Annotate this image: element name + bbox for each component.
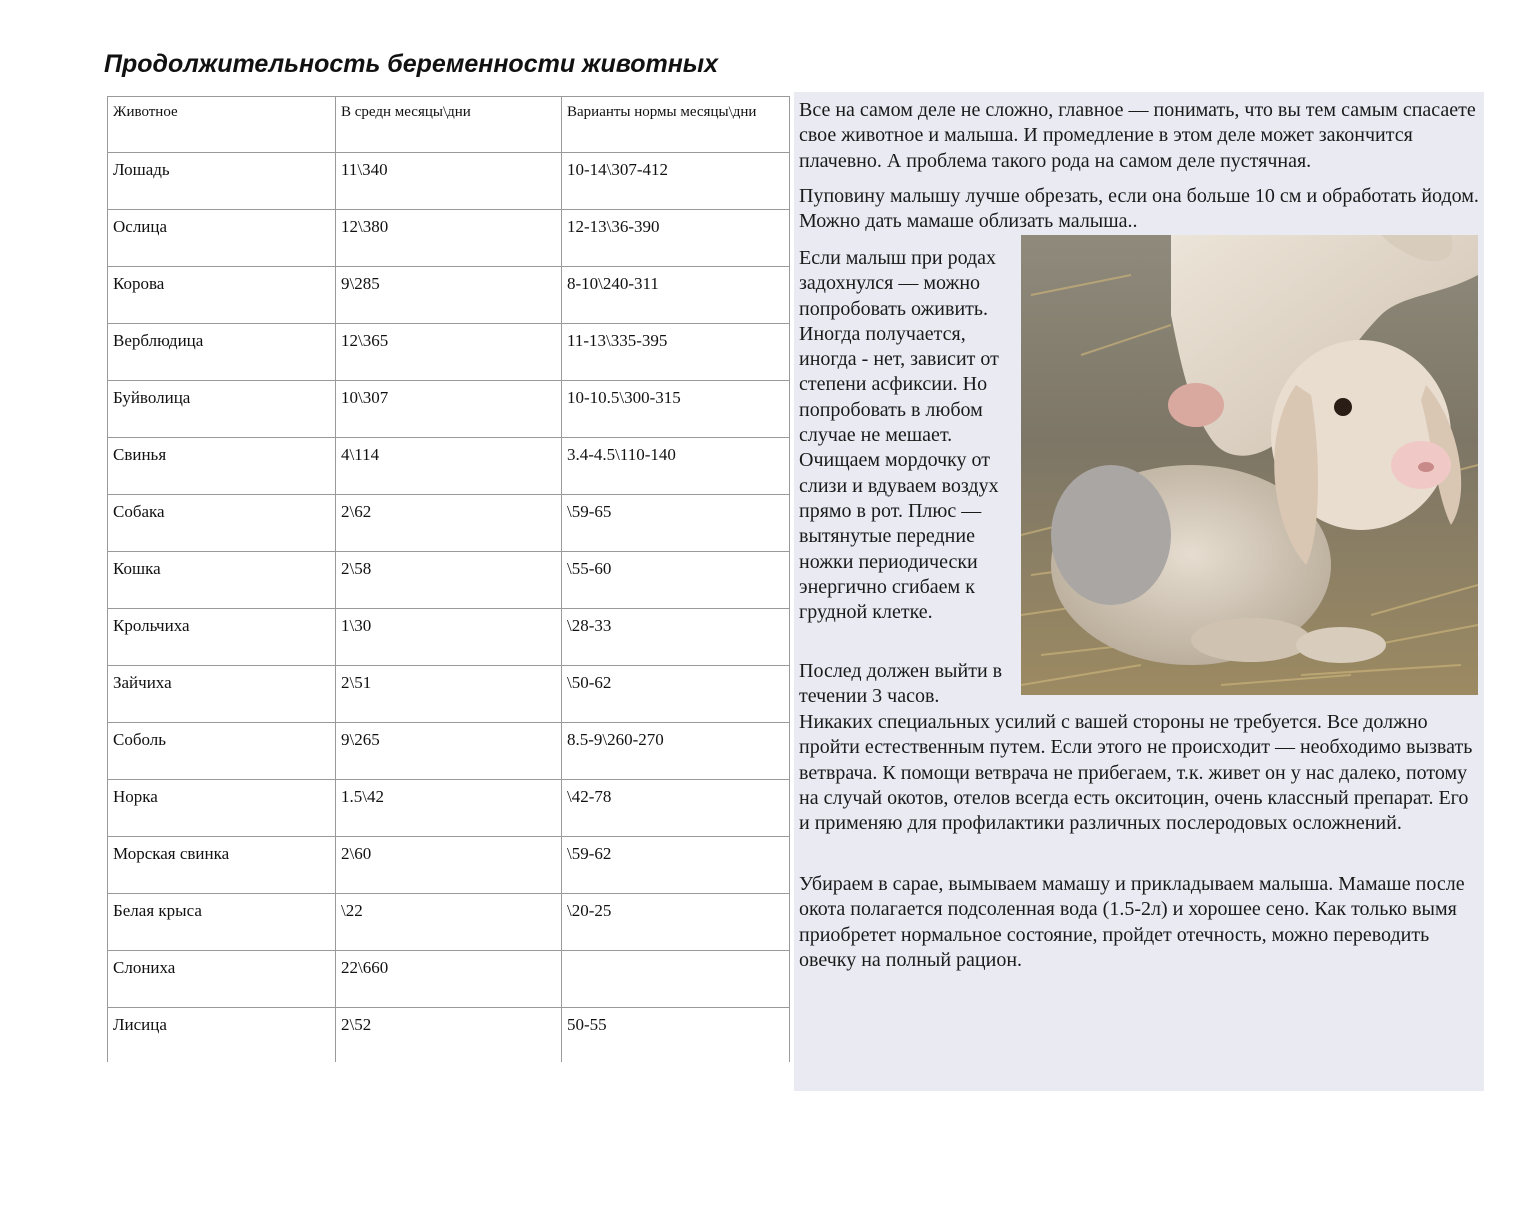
gestation-table: [107, 96, 790, 1062]
animal-cell: Буйволица: [108, 381, 336, 438]
table-row: [108, 666, 790, 723]
table-row: [108, 894, 790, 951]
umbilical-paragraph: Пуповину малышу лучше обрезать, если она больше 10 см и обработать йодом. Можно дать мамаше облизать малыша..: [799, 185, 1479, 233]
table-row: [108, 210, 790, 267]
table-row: [108, 780, 790, 837]
range-cell: \59-65: [562, 495, 790, 552]
average-cell: 2\58: [336, 552, 562, 609]
range-cell: [562, 951, 790, 1008]
animal-cell: Ослица: [108, 210, 336, 267]
animal-cell: Норка: [108, 780, 336, 837]
table-row: [108, 1008, 790, 1062]
range-cell: \55-60: [562, 552, 790, 609]
range-cell: 8.5-9\260-270: [562, 723, 790, 780]
range-cell: 8-10\240-311: [562, 267, 790, 324]
average-cell: 9\265: [336, 723, 562, 780]
average-cell: 12\365: [336, 324, 562, 381]
average-cell: 11\340: [336, 153, 562, 210]
animal-cell: Белая крыса: [108, 894, 336, 951]
range-cell: 50-55: [562, 1008, 790, 1062]
vet-paragraph: Никаких специальных усилий с вашей стороны не требуется. Все должно пройти естественным путем. Если этого не происходит — необходимо вызвать ветврача. К помощи ветврача не прибегаем, т.к. живет он у нас далеко, потому на случай окотов, отелов всегда есть окситоцин, очень классный препарат. Его и применяю для профилактики различных послеродовых осложнений.: [799, 711, 1473, 835]
aftercare-paragraph: Убираем в сарае, вымываем мамашу и прикладываем малыша. Мамаше после окота полагается подсоленная вода (1.5-2л) и хорошее сено. Как только вымя приобретет нормальное состояние, пройдет отечность, можно переводить овечку на полный рацион.: [799, 873, 1465, 971]
table-row: [108, 837, 790, 894]
table-row: [108, 438, 790, 495]
afterbirth-paragraph: Послед должен выйти в течении 3 часов.: [799, 660, 1003, 708]
lamb-illustration: [1021, 235, 1478, 695]
table-row: [108, 324, 790, 381]
average-cell: 10\307: [336, 381, 562, 438]
average-cell: 12\380: [336, 210, 562, 267]
average-cell: 2\52: [336, 1008, 562, 1062]
average-cell: 22\660: [336, 951, 562, 1008]
table-row: [108, 552, 790, 609]
animal-cell: Кошка: [108, 552, 336, 609]
animal-cell: Лисица: [108, 1008, 336, 1062]
table-row: [108, 495, 790, 552]
range-cell: 10-14\307-412: [562, 153, 790, 210]
table-row: [108, 153, 790, 210]
animal-cell: Соболь: [108, 723, 336, 780]
range-cell: \50-62: [562, 666, 790, 723]
average-cell: 2\60: [336, 837, 562, 894]
animal-cell: Зайчиха: [108, 666, 336, 723]
table-row: [108, 951, 790, 1008]
range-cell: 11-13\335-395: [562, 324, 790, 381]
range-cell: \28-33: [562, 609, 790, 666]
table-header-row: [108, 97, 790, 153]
range-cell: 10-10.5\300-315: [562, 381, 790, 438]
table-row: [108, 723, 790, 780]
average-cell: 2\62: [336, 495, 562, 552]
asphyxia-paragraph: Если малыш при родах задохнулся — можно попробовать оживить. Иногда получается, иногда - нет, зависит от степени асфиксии. Но попробовать в любом случае не мешает. Очищаем мордочку от слизи и вдуваем воздух прямо в рот. Плюс — вытянутые передние ножки периодически энергично сгибаем к грудной клетке.: [799, 247, 999, 624]
info-panel: [794, 92, 1484, 1091]
range-cell: \20-25: [562, 894, 790, 951]
animal-cell: Собака: [108, 495, 336, 552]
animal-cell: Морская свинка: [108, 837, 336, 894]
animal-cell: Слониха: [108, 951, 336, 1008]
animal-cell: Свинья: [108, 438, 336, 495]
animal-cell: Корова: [108, 267, 336, 324]
animal-cell: Верблюдица: [108, 324, 336, 381]
table-row: [108, 381, 790, 438]
column-header-average: В средн месяцы\дни: [336, 97, 562, 153]
average-cell: \22: [336, 894, 562, 951]
average-cell: 1.5\42: [336, 780, 562, 837]
table-row: [108, 609, 790, 666]
table-row: [108, 267, 790, 324]
average-cell: 9\285: [336, 267, 562, 324]
average-cell: 4\114: [336, 438, 562, 495]
range-cell: 12-13\36-390: [562, 210, 790, 267]
column-header-range: Варианты нормы месяцы\дни: [562, 97, 790, 153]
animal-cell: Крольчиха: [108, 609, 336, 666]
average-cell: 2\51: [336, 666, 562, 723]
range-cell: \42-78: [562, 780, 790, 837]
range-cell: \59-62: [562, 837, 790, 894]
average-cell: 1\30: [336, 609, 562, 666]
intro-paragraph: Все на самом деле не сложно, главное — понимать, что вы тем самым спасаете свое животное и малыша. И промедление в этом деле может закончится плачевно. А проблема такого рода на самом деле пустячная.: [799, 99, 1476, 172]
lamb-photo: [1021, 235, 1478, 695]
range-cell: 3.4-4.5\110-140: [562, 438, 790, 495]
page-title: Продолжительность беременности животных: [104, 50, 719, 78]
animal-cell: Лошадь: [108, 153, 336, 210]
column-header-animal: Животное: [108, 97, 336, 153]
